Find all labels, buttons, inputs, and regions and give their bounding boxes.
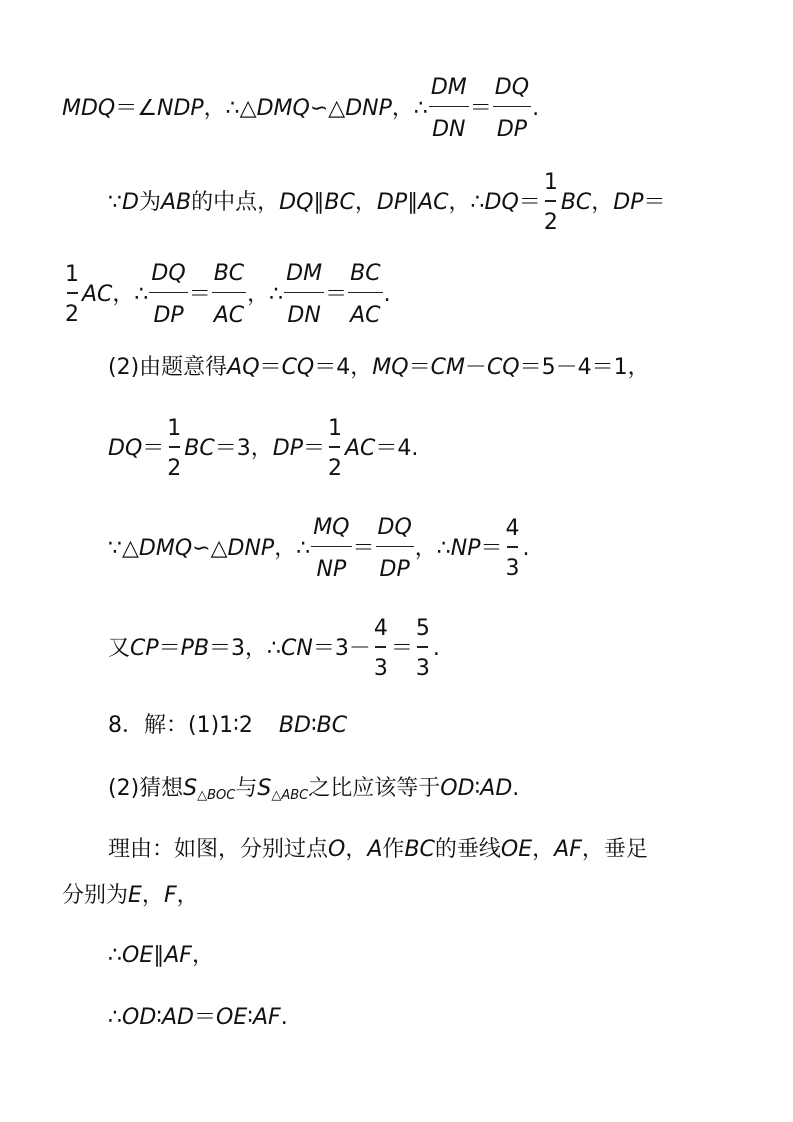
numerator: 1 [167,416,182,442]
text: DQ [484,190,519,215]
text: ∴ [108,943,122,968]
text: ∶ [247,1005,253,1030]
denominator: 2 [167,455,182,481]
numerator: DQ [377,514,412,540]
line-8 [108,714,347,738]
text: ，∴ [112,282,149,307]
text: ＝4. [375,436,419,461]
text: (2)由题意得 [108,355,228,380]
text: NP [450,536,481,561]
denominator: 3 [415,655,430,681]
fraction [493,74,531,143]
line-12 [108,944,214,968]
fraction [372,618,390,679]
denominator: DP [153,303,184,329]
fraction [284,260,324,329]
text: ， [176,883,199,908]
numerator: DM [286,260,323,286]
text: S [183,776,198,801]
text: PB [180,636,210,661]
fraction [504,518,522,579]
text: ，∴ [274,536,311,561]
text: ， [591,190,614,215]
text: 的垂线 [434,837,501,862]
fraction [63,264,81,325]
text: A [367,837,383,862]
line-9 [108,776,519,802]
text: OD [122,1005,157,1030]
denominator: AC [213,303,245,329]
text: AF [164,943,192,968]
numerator: BC [213,260,245,286]
denominator: 2 [65,301,79,327]
text: CP [130,636,159,661]
text: 理由：如图，分别过点 [108,837,329,862]
text: BC [324,190,355,215]
text: 又 [108,636,131,661]
numerator: 4 [373,616,388,642]
subscript: △ABC [271,787,309,803]
text: DNP [345,96,392,121]
line-7 [108,618,440,680]
text: DP [272,436,303,461]
text: BD [278,713,311,738]
text: . [522,536,530,561]
text: DP [376,190,408,215]
text: ∶ [310,713,317,738]
text: AC [82,282,113,307]
text: ＝3－ [312,636,371,661]
fraction [429,74,469,143]
text: ， [191,943,214,968]
text: ，∴ [414,536,451,561]
fraction [414,618,432,679]
text: AD [480,776,513,801]
text: O [328,837,346,862]
text: ∥ [153,943,165,968]
text: . [512,776,520,801]
denominator: DP [496,117,528,143]
text: ， [345,837,368,862]
text: ＝ [194,1005,217,1030]
text: ， [354,190,377,215]
numerator: 1 [65,262,79,288]
line-2 [108,172,666,234]
text: DP [613,190,644,215]
text: ，∴△ [203,96,257,121]
text: DQ [279,190,314,215]
numerator: BC [350,260,381,286]
text: . [280,1005,288,1030]
text: OD [440,776,475,801]
text: S [257,776,272,801]
denominator: DP [379,557,410,583]
text: AD [162,1005,194,1030]
line-6 [108,510,530,588]
text: 与 [235,776,258,801]
text: 作 [382,837,405,862]
line-1 [62,70,539,148]
text: DMQ [256,96,310,121]
denominator: 2 [543,209,558,235]
line-11 [62,884,199,908]
text: OE [500,837,533,862]
text: ，∴ [247,282,284,307]
text: D [122,190,139,215]
text: ∥ [313,190,325,215]
text: OE [216,1005,248,1030]
fraction [149,260,187,329]
text: . [383,282,391,307]
text: . [432,636,440,661]
numerator: 5 [415,616,430,642]
text: ＝ [518,190,541,215]
text: ， [141,883,164,908]
text: ＝ [352,536,375,561]
text: AB [160,190,192,215]
denominator: DN [432,117,466,143]
text: 的中点， [191,190,280,215]
denominator: DN [287,303,321,329]
text: ＝ [259,355,282,380]
text: ＝ [390,636,413,661]
fraction [165,418,183,479]
text: . [532,96,540,121]
denominator: AC [350,303,381,329]
numerator: 1 [327,416,342,442]
fraction [348,260,382,329]
text: ，∴ [391,96,428,121]
denominator: 2 [327,455,342,481]
text: ＝ [142,436,165,461]
text: AC [418,190,449,215]
text: AC [344,436,376,461]
text: ＝ [408,355,431,380]
text: OE [122,943,154,968]
text: MDQ [62,96,116,121]
denominator: 3 [373,655,388,681]
text: BC [560,190,592,215]
text: DMQ [138,536,193,561]
fraction [326,418,344,479]
line-5 [108,418,418,480]
text: BC [404,837,435,862]
numerator: DQ [151,260,186,286]
text: CQ [281,355,315,380]
text: ＝ [480,536,503,561]
text: ∵△ [108,536,139,561]
text: DNP [227,536,275,561]
text: CM [430,355,465,380]
text: (2)猜想 [108,776,184,801]
fraction [542,172,560,233]
text: ∵ [108,190,122,215]
text: F [163,883,177,908]
numerator: DM [430,74,467,100]
text: AF [252,1005,281,1030]
text: ＝5－4＝1， [519,355,650,380]
text: BC [184,436,215,461]
fraction [376,514,414,583]
text: ∥ [407,190,419,215]
text: ＝3， [214,436,273,461]
text: 分别为 [62,883,129,908]
text: ∽△ [192,536,228,561]
text: － [464,355,487,380]
line-13 [108,1006,288,1030]
fraction [311,514,351,583]
numerator: MQ [313,514,350,540]
text: MQ [372,355,409,380]
line-4 [108,356,650,380]
text: CN [281,636,313,661]
line-3 [62,256,391,334]
text: ，垂足 [581,837,648,862]
text: E [128,883,142,908]
denominator: 3 [505,555,520,581]
text: NDP [156,96,204,121]
text: AQ [227,355,260,380]
text: ， [532,837,555,862]
text: BC [316,713,348,738]
text: ＝∠ [115,96,157,121]
text: ＝ [325,282,348,307]
numerator: 1 [543,170,558,196]
subscript: △BOC [197,787,236,803]
text: ∶ [156,1005,162,1030]
numerator: DQ [494,74,530,100]
text: CQ [486,355,520,380]
text: 为 [138,190,161,215]
line-10 [108,838,648,862]
text: ∽△ [309,96,346,121]
text: DQ [108,436,143,461]
text: ，∴ [448,190,485,215]
text: ＝ [469,96,492,121]
text: AF [554,837,582,862]
numerator: 4 [505,516,520,542]
text: ∴ [108,1005,122,1030]
text: ∶ [474,776,481,801]
fraction [212,260,246,329]
text: ＝4， [314,355,373,380]
text: ＝ [302,436,325,461]
text: ＝ [188,282,211,307]
text: ＝ [643,190,666,215]
text: ＝3，∴ [209,636,282,661]
text: ＝ [158,636,181,661]
denominator: NP [316,557,347,583]
text: 8．解：(1)1∶2 [108,713,253,738]
text: 之比应该等于 [308,776,441,801]
